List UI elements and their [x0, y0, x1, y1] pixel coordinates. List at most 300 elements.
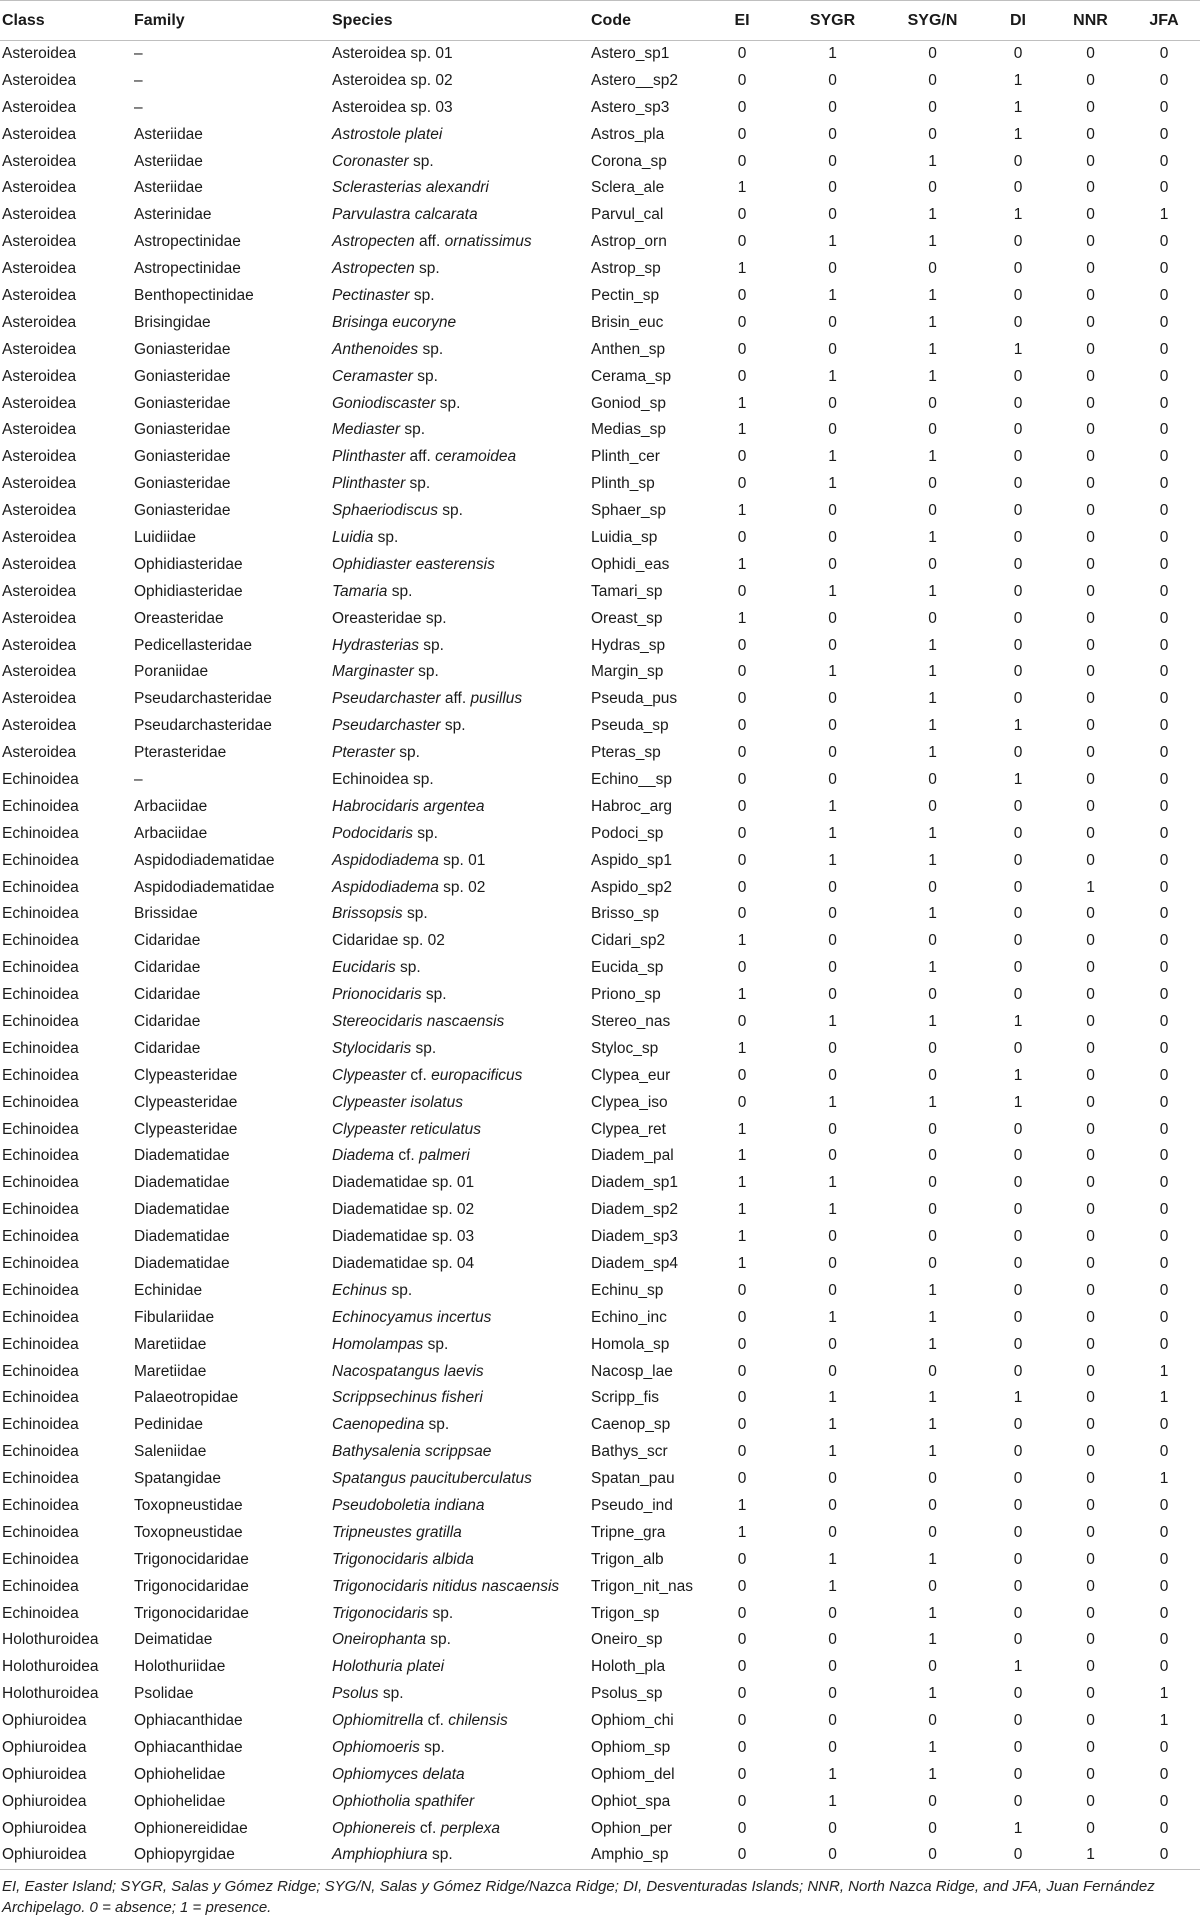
family-cell: Diadematidae [134, 1228, 230, 1246]
species-name-text: cf. [415, 1819, 441, 1837]
table-row [0, 1519, 1200, 1546]
ei-cell: 0 [737, 1658, 747, 1676]
code-cell: Stereo_nas [591, 1013, 671, 1030]
ei-cell: 1 [737, 1255, 747, 1273]
class-cell: Asteroidea [2, 152, 77, 170]
sygr-cell: 0 [828, 1147, 837, 1165]
family-cell: – [134, 71, 143, 89]
syg-n-cell: 0 [928, 555, 937, 573]
species-cell [330, 41, 589, 68]
species-name-text: Echinoidea sp. [332, 770, 434, 788]
table-row [0, 1277, 1200, 1304]
nnr-cell: 0 [1086, 286, 1095, 304]
class-cell: Asteroidea [2, 71, 77, 89]
nnr-cell: 0 [1086, 125, 1095, 143]
ei-cell: 1 [737, 260, 747, 278]
species-name-italic: Brisinga eucoryne [332, 313, 457, 331]
class-cell: Asteroidea [2, 125, 77, 143]
table-row [0, 1600, 1200, 1627]
species-name-text: Asteroidea sp. 02 [332, 71, 453, 89]
code-cell: Oreast_sp [591, 609, 663, 627]
code-cell: Ophiom_del [591, 1765, 675, 1783]
table-row [0, 67, 1200, 94]
syg-n-cell: 1 [928, 690, 937, 708]
species-cell [330, 1331, 589, 1358]
ei-cell: 0 [737, 475, 747, 493]
species-name-text: sp. [413, 824, 438, 842]
ei-cell: 0 [737, 45, 747, 63]
family-cell: Aspidodiadematidae [134, 878, 275, 896]
sygr-cell: 0 [828, 1631, 837, 1649]
code-cell: Diadem_sp2 [591, 1201, 679, 1219]
syg-n-cell: 0 [928, 878, 937, 896]
species-cell [330, 283, 589, 310]
sygr-cell: 0 [828, 260, 837, 278]
sygr-cell: 0 [828, 555, 837, 573]
ei-cell: 0 [737, 1819, 747, 1837]
jfa-cell: 0 [1159, 98, 1169, 116]
di-cell: 0 [1013, 475, 1023, 493]
class-cell: Echinoidea [2, 1416, 79, 1434]
nnr-cell: 0 [1086, 717, 1095, 735]
class-cell: Asteroidea [2, 394, 77, 412]
nnr-cell: 0 [1086, 1685, 1095, 1703]
di-cell: 1 [1013, 1066, 1023, 1084]
species-name-italic: perplexa [440, 1819, 501, 1837]
table-row [0, 1627, 1200, 1654]
family-cell: Trigonocidaridae [134, 1577, 249, 1595]
family-cell: Oreasteridae [134, 609, 224, 627]
species-name-text: cf. [423, 1712, 449, 1730]
di-cell: 0 [1013, 555, 1023, 573]
syg-n-cell: 1 [928, 636, 937, 654]
family-cell: Asterinidae [134, 206, 212, 224]
table-row [0, 1251, 1200, 1278]
table-row [0, 1762, 1200, 1789]
species-cell [330, 1573, 589, 1600]
di-cell: 0 [1013, 1523, 1023, 1541]
syg-n-cell: 0 [928, 770, 937, 788]
jfa-cell: 0 [1159, 1819, 1169, 1837]
class-cell: Holothuroidea [2, 1685, 99, 1703]
di-cell: 0 [1013, 1281, 1023, 1299]
family-cell: Saleniidae [134, 1443, 207, 1461]
ei-cell: 0 [737, 206, 747, 224]
table-row [0, 1385, 1200, 1412]
table-row [0, 309, 1200, 336]
syg-n-cell: 0 [928, 98, 937, 116]
code-cell: Trigon_alb [591, 1550, 664, 1568]
table-row [0, 874, 1200, 901]
code-cell: Oneiro_sp [591, 1631, 663, 1649]
di-cell: 0 [1013, 1685, 1023, 1703]
species-cell [330, 1089, 589, 1116]
jfa-cell: 0 [1159, 313, 1169, 331]
species-name-text: sp. [437, 502, 463, 520]
species-cell [330, 67, 589, 94]
nnr-cell: 0 [1086, 797, 1095, 815]
species-cell [330, 498, 589, 525]
class-cell: Echinoidea [2, 1389, 79, 1407]
di-cell: 0 [1013, 1470, 1023, 1488]
species-name-italic: Astropecten [332, 260, 415, 278]
species-cell [330, 982, 589, 1009]
class-cell: Echinoidea [2, 851, 79, 869]
sygr-cell: 0 [828, 125, 837, 143]
code-cell: Plinth_cer [591, 448, 660, 466]
nnr-cell: 0 [1086, 394, 1095, 412]
di-cell: 0 [1013, 609, 1023, 627]
syg-n-cell: 1 [928, 340, 937, 358]
sygr-cell: 1 [828, 1443, 837, 1461]
jfa-cell: 0 [1159, 851, 1169, 869]
species-name-text: Diadematidae sp. 01 [332, 1174, 475, 1192]
family-cell: Benthopectinidae [134, 286, 254, 304]
nnr-cell: 0 [1086, 367, 1095, 385]
ei-cell: 0 [737, 1362, 747, 1380]
species-name-text: aff. [405, 448, 436, 466]
table-row [0, 713, 1200, 740]
class-cell: Ophiuroidea [2, 1765, 87, 1783]
species-name-italic: Diadema [332, 1147, 395, 1165]
di-cell: 0 [1013, 1577, 1023, 1595]
jfa-cell: 0 [1159, 286, 1169, 304]
di-cell: 0 [1013, 367, 1023, 385]
species-name-italic: Clypeaster isolatus [332, 1093, 463, 1111]
species-name-italic: Pseudarchaster [332, 717, 441, 735]
code-cell: Diadem_pal [591, 1147, 674, 1165]
sygr-cell: 0 [828, 1497, 837, 1515]
family-cell: Pedicellasteridae [134, 636, 253, 654]
code-cell: Astrop_orn [591, 233, 667, 251]
family-cell: Cidaridae [134, 932, 201, 950]
ei-cell: 1 [737, 1147, 747, 1165]
class-cell: Echinoidea [2, 1443, 79, 1461]
syg-n-cell: 0 [928, 421, 937, 439]
jfa-cell: 0 [1159, 582, 1169, 600]
nnr-cell: 0 [1086, 502, 1095, 520]
di-cell: 0 [1013, 824, 1023, 842]
family-cell: Goniasteridae [134, 475, 231, 493]
jfa-cell: 0 [1128, 1842, 1200, 1869]
nnr-cell: 0 [1086, 1308, 1095, 1326]
jfa-cell: 1 [1159, 1685, 1169, 1703]
code-cell: Priono_sp [591, 986, 661, 1004]
species-cell [330, 525, 589, 552]
family-cell: Psolidae [134, 1685, 194, 1703]
species-name-text: sp. [402, 905, 428, 923]
class-cell: Asteroidea [2, 663, 77, 681]
species-name-italic: Homolampas [332, 1335, 424, 1353]
di-cell: 0 [1013, 286, 1023, 304]
nnr-cell: 0 [1086, 1712, 1095, 1730]
di-cell: 0 [1013, 690, 1023, 708]
di-cell: 0 [1013, 233, 1023, 251]
species-cell [330, 740, 589, 767]
class-cell: Echinoidea [2, 932, 79, 950]
code-cell: Ophiom_chi [591, 1712, 674, 1730]
header-sygr: SYGR [783, 1, 882, 41]
sygr-cell: 1 [828, 45, 837, 63]
species-name-italic: Astropecten [332, 233, 415, 251]
nnr-cell: 0 [1086, 475, 1095, 493]
di-cell: 1 [1013, 1013, 1023, 1030]
syg-n-cell: 0 [928, 45, 937, 63]
species-name-italic: Spatangus paucituberculatus [332, 1470, 532, 1488]
sygr-cell: 0 [828, 878, 837, 896]
species-name-italic: Trigonocidaris albida [332, 1550, 474, 1568]
di-cell: 0 [1013, 1201, 1023, 1219]
species-name-text: sp. [412, 367, 438, 385]
species-name-italic: palmeri [419, 1147, 470, 1165]
sygr-cell: 0 [828, 1362, 837, 1380]
table-row [0, 1170, 1200, 1197]
ei-cell: 0 [737, 663, 747, 681]
class-cell: Echinoidea [2, 1201, 79, 1219]
species-cell [330, 309, 589, 336]
ei-cell: 0 [737, 528, 747, 546]
sygr-cell: 1 [828, 1577, 837, 1595]
jfa-cell: 1 [1159, 1362, 1169, 1380]
family-cell: Clypeasteridae [134, 1120, 238, 1138]
nnr-cell: 0 [1086, 1281, 1095, 1299]
nnr-cell: 0 [1086, 555, 1095, 573]
header-code: Code [589, 1, 701, 41]
species-name-italic: Astrostole platei [332, 125, 443, 143]
table-row [0, 847, 1200, 874]
species-cell [330, 175, 589, 202]
species-name-italic: Amphiophiura [332, 1846, 428, 1864]
table-row [0, 1197, 1200, 1224]
ei-cell: 0 [737, 1443, 747, 1461]
code-cell: Clypea_ret [591, 1120, 666, 1138]
jfa-cell: 0 [1159, 797, 1169, 815]
nnr-cell: 0 [1086, 1335, 1095, 1353]
code-cell: Habroc_arg [591, 797, 672, 815]
species-name-italic: Bathysalenia scrippsae [332, 1443, 492, 1461]
code-cell: Trigon_nit_nas [591, 1577, 693, 1595]
syg-n-cell: 0 [928, 1523, 937, 1541]
table-row [0, 686, 1200, 713]
sygr-cell: 0 [828, 421, 837, 439]
class-cell: Echinoidea [2, 1523, 79, 1541]
class-cell: Echinoidea [2, 1228, 79, 1246]
jfa-cell: 0 [1159, 1066, 1169, 1084]
syg-n-cell: 1 [928, 233, 937, 251]
sygr-cell: 0 [783, 1842, 882, 1869]
species-name-italic: pusillus [470, 690, 523, 708]
nnr-cell: 0 [1086, 71, 1095, 89]
species-name-text: sp. [435, 394, 461, 412]
species-cell [330, 1842, 589, 1869]
nnr-cell: 0 [1086, 690, 1095, 708]
nnr-cell: 0 [1086, 1013, 1095, 1030]
di-cell: 0 [1013, 1308, 1023, 1326]
table-row [0, 363, 1200, 390]
sygr-cell: 1 [828, 1389, 837, 1407]
class-cell: Echinoidea [2, 1470, 79, 1488]
syg-n-cell: 1 [928, 448, 937, 466]
di-cell: 0 [1013, 1039, 1023, 1057]
jfa-cell: 0 [1159, 1792, 1169, 1810]
sygr-cell: 0 [828, 986, 837, 1004]
syg-n-cell: 1 [928, 1739, 937, 1757]
nnr-cell: 0 [1086, 1174, 1095, 1192]
species-cell [330, 336, 589, 363]
species-name-text: Diadematidae sp. 03 [332, 1228, 475, 1246]
nnr-cell: 0 [1086, 1523, 1095, 1541]
code-cell: Clypea_eur [591, 1066, 671, 1084]
jfa-cell: 0 [1159, 448, 1169, 466]
di-cell: 0 [1013, 1147, 1023, 1165]
species-cell [330, 578, 589, 605]
species-cell [330, 713, 589, 740]
di-cell: 0 [1013, 528, 1023, 546]
species-name-text: sp. [423, 1335, 449, 1353]
sygr-cell: 0 [828, 528, 837, 546]
species-name-text: sp. [411, 1039, 437, 1057]
species-name-italic: Habrocidaris argentea [332, 797, 485, 815]
class-cell: Ophiuroidea [2, 1712, 87, 1730]
sygr-cell: 0 [828, 502, 837, 520]
code-cell: Diadem_sp4 [591, 1255, 679, 1273]
ei-cell: 1 [737, 179, 747, 197]
species-cell [330, 1224, 589, 1251]
code-cell: Pseuda_sp [591, 717, 669, 735]
species-name-text: sp. [419, 636, 444, 654]
ei-cell: 0 [737, 1281, 747, 1299]
code-cell: Ophiot_spa [591, 1792, 671, 1810]
jfa-cell: 0 [1159, 824, 1169, 842]
class-cell: Echinoidea [2, 797, 79, 815]
di-cell: 1 [1013, 340, 1023, 358]
code-cell: Astero_sp3 [591, 98, 670, 116]
species-cell [330, 1546, 589, 1573]
class-cell: Echinoidea [2, 1255, 79, 1273]
di-cell: 1 [1013, 98, 1023, 116]
sygr-cell: 1 [828, 851, 837, 869]
family-cell: Spatangidae [134, 1470, 222, 1488]
sygr-cell: 0 [828, 1255, 837, 1273]
ei-cell: 0 [737, 959, 747, 977]
table-row [0, 256, 1200, 283]
code-cell: Scripp_fis [591, 1389, 660, 1407]
species-cell [330, 659, 589, 686]
jfa-cell: 0 [1159, 636, 1169, 654]
ei-cell: 0 [737, 1308, 747, 1326]
table-row [0, 1493, 1200, 1520]
sygr-cell: 0 [828, 636, 837, 654]
species-name-italic: Goniodiscaster [332, 394, 436, 412]
ei-cell: 0 [737, 1335, 747, 1353]
di-cell: 0 [1013, 663, 1023, 681]
ei-cell: 0 [737, 905, 747, 923]
ei-cell: 0 [737, 1066, 747, 1084]
family-cell: Asteriidae [134, 152, 203, 170]
ei-cell: 0 [737, 1792, 747, 1810]
code-cell: Echino__sp [591, 770, 673, 788]
di-cell: 0 [1013, 851, 1023, 869]
species-cell [330, 1466, 589, 1493]
species-cell [330, 1815, 589, 1842]
class-cell: Echinoidea [2, 1308, 79, 1326]
code-cell: Cidari_sp2 [591, 932, 666, 950]
header-family: Family [132, 1, 330, 41]
code-cell: Luidia_sp [591, 528, 658, 546]
jfa-cell: 0 [1159, 986, 1169, 1004]
sygr-cell: 0 [828, 1604, 837, 1622]
family-cell: Poraniidae [134, 663, 209, 681]
class-cell: Asteroidea [2, 286, 77, 304]
ei-cell: 1 [737, 502, 747, 520]
ei-cell: 0 [737, 1739, 747, 1757]
nnr-cell: 1 [1053, 1842, 1128, 1869]
syg-n-cell: 0 [928, 125, 937, 143]
family-cell: Clypeasteridae [134, 1066, 238, 1084]
family-cell: Ophiopyrgidae [132, 1842, 330, 1869]
nnr-cell: 0 [1086, 1416, 1095, 1434]
species-name-italic: Hydrasterias [332, 636, 419, 654]
jfa-cell: 0 [1159, 1523, 1169, 1541]
table-row [0, 982, 1200, 1009]
syg-n-cell: 0 [928, 609, 937, 627]
jfa-cell: 0 [1159, 1550, 1169, 1568]
nnr-cell: 0 [1086, 313, 1095, 331]
sygr-cell: 0 [828, 1658, 837, 1676]
species-name-text: sp. [394, 744, 420, 762]
jfa-cell: 0 [1159, 1281, 1169, 1299]
syg-n-cell: 0 [928, 475, 937, 493]
family-cell: Ophiohelidae [134, 1765, 226, 1783]
family-cell: Maretiidae [134, 1335, 207, 1353]
syg-n-cell: 1 [928, 206, 937, 224]
code-cell: Plinth_sp [591, 475, 655, 493]
class-cell: Asteroidea [2, 744, 77, 762]
nnr-cell: 0 [1086, 582, 1095, 600]
table-row [0, 1412, 1200, 1439]
ei-cell: 0 [737, 797, 747, 815]
jfa-cell: 0 [1159, 1039, 1169, 1057]
species-name-italic: Holothuria platei [332, 1658, 445, 1676]
jfa-cell: 0 [1159, 932, 1169, 950]
class-cell: Ophiuroidea [2, 1792, 87, 1810]
family-cell: Brissidae [134, 905, 198, 923]
sygr-cell: 0 [828, 1335, 837, 1353]
family-cell: Cidaridae [134, 986, 201, 1004]
jfa-cell: 0 [1159, 1497, 1169, 1515]
nnr-cell: 0 [1086, 744, 1095, 762]
species-name-text: cf. [406, 1066, 432, 1084]
sygr-cell: 0 [828, 690, 837, 708]
species-name-text: sp. [408, 152, 434, 170]
species-cell [330, 955, 589, 982]
family-cell: Echinidae [134, 1281, 203, 1299]
sygr-cell: 0 [828, 1039, 837, 1057]
ei-cell: 0 [737, 98, 747, 116]
nnr-cell: 0 [1086, 851, 1095, 869]
ei-cell: 1 [737, 1201, 747, 1219]
code-cell: Homola_sp [591, 1335, 670, 1353]
table-row [0, 336, 1200, 363]
table-body [0, 41, 1200, 1870]
species-name-italic: Stereocidaris nascaensis [332, 1013, 505, 1030]
jfa-cell: 0 [1159, 233, 1169, 251]
species-name-italic: Aspidodiadema [332, 878, 439, 896]
nnr-cell: 0 [1086, 932, 1095, 950]
table-row [0, 229, 1200, 256]
nnr-cell: 0 [1086, 824, 1095, 842]
jfa-cell: 0 [1159, 71, 1169, 89]
